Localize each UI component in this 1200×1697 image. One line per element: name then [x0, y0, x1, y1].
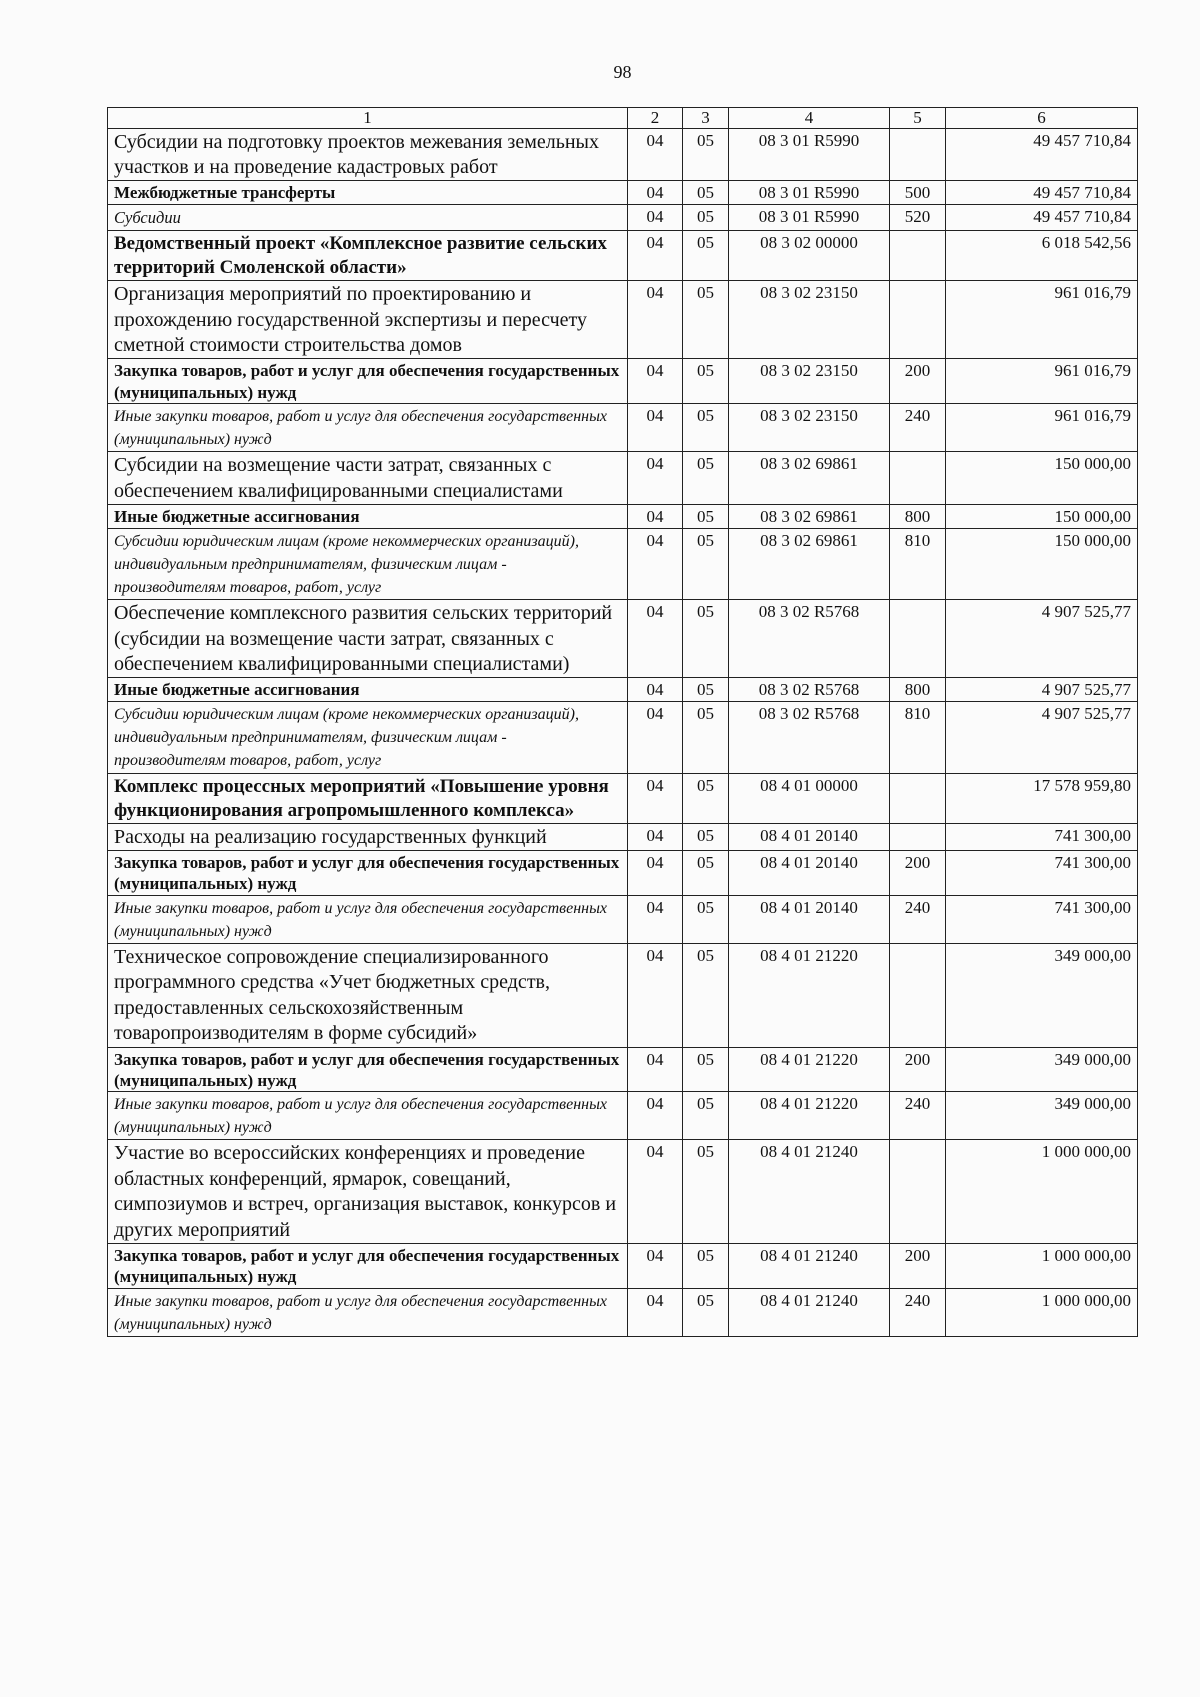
row-target-code: 08 3 02 69861 [729, 452, 890, 505]
row-section-code: 04 [628, 505, 683, 529]
row-name: Комплекс процессных мероприятий «Повышение уровня функционирования агропромышленного комплекса» [108, 773, 628, 823]
row-expense-type: 200 [890, 359, 946, 404]
row-target-code: 08 4 01 20140 [729, 823, 890, 850]
page-number: 98 [613, 62, 632, 82]
row-target-code: 08 3 01 R5990 [729, 128, 890, 181]
row-amount: 1 000 000,00 [946, 1244, 1138, 1289]
row-subsection-code: 05 [683, 944, 729, 1048]
row-section-code: 04 [628, 403, 683, 451]
row-subsection-code: 05 [683, 205, 729, 231]
table-row [108, 1140, 1138, 1244]
row-target-code: 08 4 01 21220 [729, 944, 890, 1048]
row-name: Субсидии юридическим лицам (кроме некоммерческих организаций), индивидуальным предпринимателям, физическим лицам - производителям товаров, работ, услуг [108, 528, 628, 600]
row-section-code: 04 [628, 452, 683, 505]
row-subsection-code: 05 [683, 505, 729, 529]
header-col-4: 4 [729, 108, 890, 129]
row-name: Закупка товаров, работ и услуг для обеспечения государственных (муниципальных) нужд [108, 851, 628, 896]
row-subsection-code: 05 [683, 1288, 729, 1336]
row-amount: 6 018 542,56 [946, 230, 1138, 280]
row-section-code: 04 [628, 600, 683, 678]
row-expense-type: 200 [890, 1047, 946, 1092]
row-target-code: 08 3 02 23150 [729, 281, 890, 359]
row-subsection-code: 05 [683, 1140, 729, 1244]
row-amount: 349 000,00 [946, 944, 1138, 1048]
row-name: Субсидии юридическим лицам (кроме некоммерческих организаций), индивидуальным предпринимателям, физическим лицам - производителям товаров, работ, услуг [108, 701, 628, 773]
row-section-code: 04 [628, 895, 683, 943]
row-name: Иные закупки товаров, работ и услуг для обеспечения государственных (муниципальных) нужд [108, 895, 628, 943]
row-section-code: 04 [628, 773, 683, 823]
row-target-code: 08 3 01 R5990 [729, 205, 890, 231]
row-target-code: 08 3 02 00000 [729, 230, 890, 280]
row-amount: 1 000 000,00 [946, 1140, 1138, 1244]
row-name: Иные закупки товаров, работ и услуг для обеспечения государственных (муниципальных) нужд [108, 403, 628, 451]
row-subsection-code: 05 [683, 678, 729, 702]
row-name: Обеспечение комплексного развития сельских территорий (субсидии на возмещение части затрат, связанных с обеспечением квалифицированными специалистами) [108, 600, 628, 678]
row-subsection-code: 05 [683, 1092, 729, 1140]
row-expense-type [890, 230, 946, 280]
row-section-code: 04 [628, 823, 683, 850]
row-subsection-code: 05 [683, 230, 729, 280]
row-subsection-code: 05 [683, 181, 729, 205]
row-target-code: 08 4 01 21240 [729, 1288, 890, 1336]
row-name: Субсидии на подготовку проектов межевания земельных участков и на проведение кадастровых работ [108, 128, 628, 181]
budget-table [107, 107, 1138, 1337]
row-subsection-code: 05 [683, 823, 729, 850]
header-col-1: 1 [108, 108, 628, 129]
row-amount: 49 457 710,84 [946, 181, 1138, 205]
row-subsection-code: 05 [683, 528, 729, 600]
row-subsection-code: 05 [683, 600, 729, 678]
row-subsection-code: 05 [683, 128, 729, 181]
row-subsection-code: 05 [683, 1244, 729, 1289]
row-amount: 349 000,00 [946, 1092, 1138, 1140]
table-row [108, 1047, 1138, 1092]
row-name: Иные бюджетные ассигнования [108, 505, 628, 529]
row-section-code: 04 [628, 1140, 683, 1244]
row-amount: 961 016,79 [946, 281, 1138, 359]
row-expense-type: 240 [890, 895, 946, 943]
row-target-code: 08 4 01 21220 [729, 1092, 890, 1140]
table-row [108, 678, 1138, 702]
row-section-code: 04 [628, 528, 683, 600]
row-section-code: 04 [628, 128, 683, 181]
row-subsection-code: 05 [683, 701, 729, 773]
row-subsection-code: 05 [683, 851, 729, 896]
table-row [108, 823, 1138, 850]
row-target-code: 08 3 02 R5768 [729, 600, 890, 678]
row-expense-type [890, 452, 946, 505]
row-expense-type: 240 [890, 1092, 946, 1140]
row-amount: 961 016,79 [946, 359, 1138, 404]
row-subsection-code: 05 [683, 403, 729, 451]
row-name: Иные закупки товаров, работ и услуг для обеспечения государственных (муниципальных) нужд [108, 1288, 628, 1336]
row-target-code: 08 3 02 R5768 [729, 678, 890, 702]
header-col-3: 3 [683, 108, 729, 129]
row-expense-type: 200 [890, 851, 946, 896]
row-section-code: 04 [628, 1047, 683, 1092]
row-name: Организация мероприятий по проектированию и прохождению государственной экспертизы и пересчету сметной стоимости строительства домов [108, 281, 628, 359]
row-subsection-code: 05 [683, 452, 729, 505]
row-name: Закупка товаров, работ и услуг для обеспечения государственных (муниципальных) нужд [108, 1244, 628, 1289]
table-row [108, 128, 1138, 181]
table-row [108, 773, 1138, 823]
row-expense-type [890, 281, 946, 359]
row-section-code: 04 [628, 1092, 683, 1140]
row-name: Закупка товаров, работ и услуг для обеспечения государственных (муниципальных) нужд [108, 1047, 628, 1092]
row-amount: 49 457 710,84 [946, 128, 1138, 181]
table-row [108, 505, 1138, 529]
row-section-code: 04 [628, 359, 683, 404]
row-target-code: 08 3 01 R5990 [729, 181, 890, 205]
row-section-code: 04 [628, 230, 683, 280]
row-section-code: 04 [628, 678, 683, 702]
row-expense-type: 800 [890, 505, 946, 529]
row-amount: 4 907 525,77 [946, 600, 1138, 678]
row-target-code: 08 4 01 20140 [729, 895, 890, 943]
row-section-code: 04 [628, 944, 683, 1048]
row-amount: 1 000 000,00 [946, 1288, 1138, 1336]
row-amount: 49 457 710,84 [946, 205, 1138, 231]
row-amount: 961 016,79 [946, 403, 1138, 451]
row-expense-type: 200 [890, 1244, 946, 1289]
row-name: Иные бюджетные ассигнования [108, 678, 628, 702]
row-name: Межбюджетные трансферты [108, 181, 628, 205]
table-row [108, 230, 1138, 280]
row-subsection-code: 05 [683, 359, 729, 404]
row-expense-type: 810 [890, 528, 946, 600]
row-amount: 349 000,00 [946, 1047, 1138, 1092]
row-amount: 741 300,00 [946, 895, 1138, 943]
row-name: Ведомственный проект «Комплексное развитие сельских территорий Смоленской области» [108, 230, 628, 280]
table-row [108, 1092, 1138, 1140]
table-row [108, 181, 1138, 205]
row-section-code: 04 [628, 281, 683, 359]
table-row [108, 452, 1138, 505]
table-row [108, 1288, 1138, 1336]
row-name: Расходы на реализацию государственных функций [108, 823, 628, 850]
row-name: Иные закупки товаров, работ и услуг для обеспечения государственных (муниципальных) нужд [108, 1092, 628, 1140]
row-subsection-code: 05 [683, 895, 729, 943]
row-name: Техническое сопровождение специализированного программного средства «Учет бюджетных средств, предоставленных сельскохозяйственным товаропроизводителям в форме субсидий» [108, 944, 628, 1048]
row-name: Участие во всероссийских конференциях и проведение областных конференций, ярмарок, совещаний, симпозиумов и встреч, организация выставок, конкурсов и других мероприятий [108, 1140, 628, 1244]
table-row [108, 895, 1138, 943]
header-row [108, 108, 1138, 129]
table-row [108, 281, 1138, 359]
row-name: Закупка товаров, работ и услуг для обеспечения государственных (муниципальных) нужд [108, 359, 628, 404]
row-expense-type: 800 [890, 678, 946, 702]
row-target-code: 08 3 02 23150 [729, 403, 890, 451]
table-row [108, 528, 1138, 600]
row-target-code: 08 3 02 23150 [729, 359, 890, 404]
row-target-code: 08 4 01 21220 [729, 1047, 890, 1092]
row-expense-type [890, 823, 946, 850]
header-col-6: 6 [946, 108, 1138, 129]
row-name: Субсидии на возмещение части затрат, связанных с обеспечением квалифицированными специалистами [108, 452, 628, 505]
table-row [108, 205, 1138, 231]
row-target-code: 08 4 01 20140 [729, 851, 890, 896]
row-subsection-code: 05 [683, 773, 729, 823]
row-section-code: 04 [628, 851, 683, 896]
row-amount: 150 000,00 [946, 505, 1138, 529]
row-section-code: 04 [628, 1244, 683, 1289]
row-target-code: 08 3 02 69861 [729, 505, 890, 529]
row-amount: 150 000,00 [946, 528, 1138, 600]
row-subsection-code: 05 [683, 281, 729, 359]
row-subsection-code: 05 [683, 1047, 729, 1092]
row-target-code: 08 3 02 R5768 [729, 701, 890, 773]
header-col-5: 5 [890, 108, 946, 129]
row-expense-type: 520 [890, 205, 946, 231]
row-target-code: 08 4 01 21240 [729, 1244, 890, 1289]
row-expense-type [890, 128, 946, 181]
row-expense-type: 810 [890, 701, 946, 773]
row-expense-type [890, 600, 946, 678]
row-expense-type [890, 773, 946, 823]
row-expense-type: 240 [890, 403, 946, 451]
table-row [108, 944, 1138, 1048]
row-expense-type [890, 944, 946, 1048]
row-name: Субсидии [108, 205, 628, 231]
row-section-code: 04 [628, 181, 683, 205]
row-target-code: 08 3 02 69861 [729, 528, 890, 600]
budget-table-body [108, 108, 1138, 1337]
row-section-code: 04 [628, 205, 683, 231]
row-amount: 741 300,00 [946, 823, 1138, 850]
row-amount: 4 907 525,77 [946, 678, 1138, 702]
row-amount: 4 907 525,77 [946, 701, 1138, 773]
header-col-2: 2 [628, 108, 683, 129]
row-amount: 150 000,00 [946, 452, 1138, 505]
row-expense-type: 500 [890, 181, 946, 205]
row-amount: 17 578 959,80 [946, 773, 1138, 823]
table-row [108, 851, 1138, 896]
row-section-code: 04 [628, 1288, 683, 1336]
row-section-code: 04 [628, 701, 683, 773]
table-row [108, 1244, 1138, 1289]
table-row [108, 359, 1138, 404]
row-target-code: 08 4 01 00000 [729, 773, 890, 823]
row-expense-type: 240 [890, 1288, 946, 1336]
row-target-code: 08 4 01 21240 [729, 1140, 890, 1244]
table-row [108, 403, 1138, 451]
table-row [108, 701, 1138, 773]
row-expense-type [890, 1140, 946, 1244]
table-row [108, 600, 1138, 678]
row-amount: 741 300,00 [946, 851, 1138, 896]
